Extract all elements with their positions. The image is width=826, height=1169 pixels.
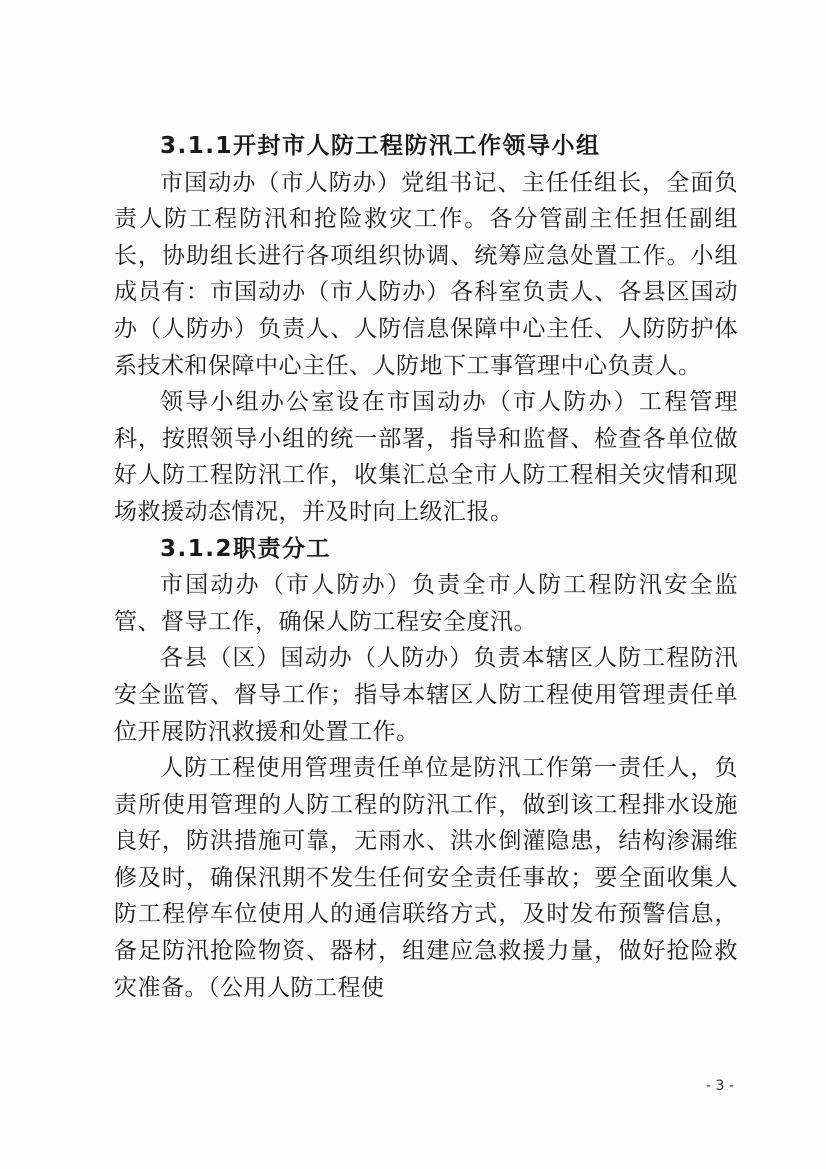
section-heading-3-1-2: 3.1.2职责分工 [160,535,331,562]
paragraph: 市国动办（市人防办）党组书记、主任任组长，全面负责人防工程防汛和抢险救灾工作。各分管副主任担任副组长，协助组长进行各项组织协调、统筹应急处置工作。小组成员有：市国动办（市人防办）各科室负责人、各县区国动办（人防办）负责人、人防信息保障中心主任、人防防护体系技术和保障中心主任、人防地下工事管理中心负责人。 [114,169,738,379]
document-body [114,128,738,1006]
page-number: - 3 - [706,1078,734,1094]
section-heading-3-1-1: 3.1.1开封市人防工程防汛工作领导小组 [160,133,601,159]
paragraph: 领导小组办公室设在市国动办（市人防办）工程管理科，按照领导小组的统一部署，指导和监督、检查各单位做好人防工程防汛工作，收集汇总全市人防工程相关灾情和现场救援动态情况，并及时向上级汇报。 [114,389,738,525]
paragraph: 人防工程使用管理责任单位是防汛工作第一责任人，负责所使用管理的人防工程的防汛工作，做到该工程排水设施良好，防洪措施可靠，无雨水、洪水倒灌隐患，结构渗漏维修及时，确保汛期不发生任何安全责任事故；要全面收集人防工程停车位使用人的通信联络方式，及时发布预警信息，备足防汛抢险物资、器材，组建应急救援力量，做好抢险救灾准备。（公用人防工程使 [114,755,738,1001]
paragraph: 各县（区）国动办（人防办）负责本辖区人防工程防汛安全监管、督导工作；指导本辖区人防工程使用管理责任单位开展防汛救援和处置工作。 [114,645,738,745]
paragraph: 市国动办（市人防办）负责全市人防工程防汛安全监管、督导工作，确保人防工程安全度汛。 [114,572,738,635]
